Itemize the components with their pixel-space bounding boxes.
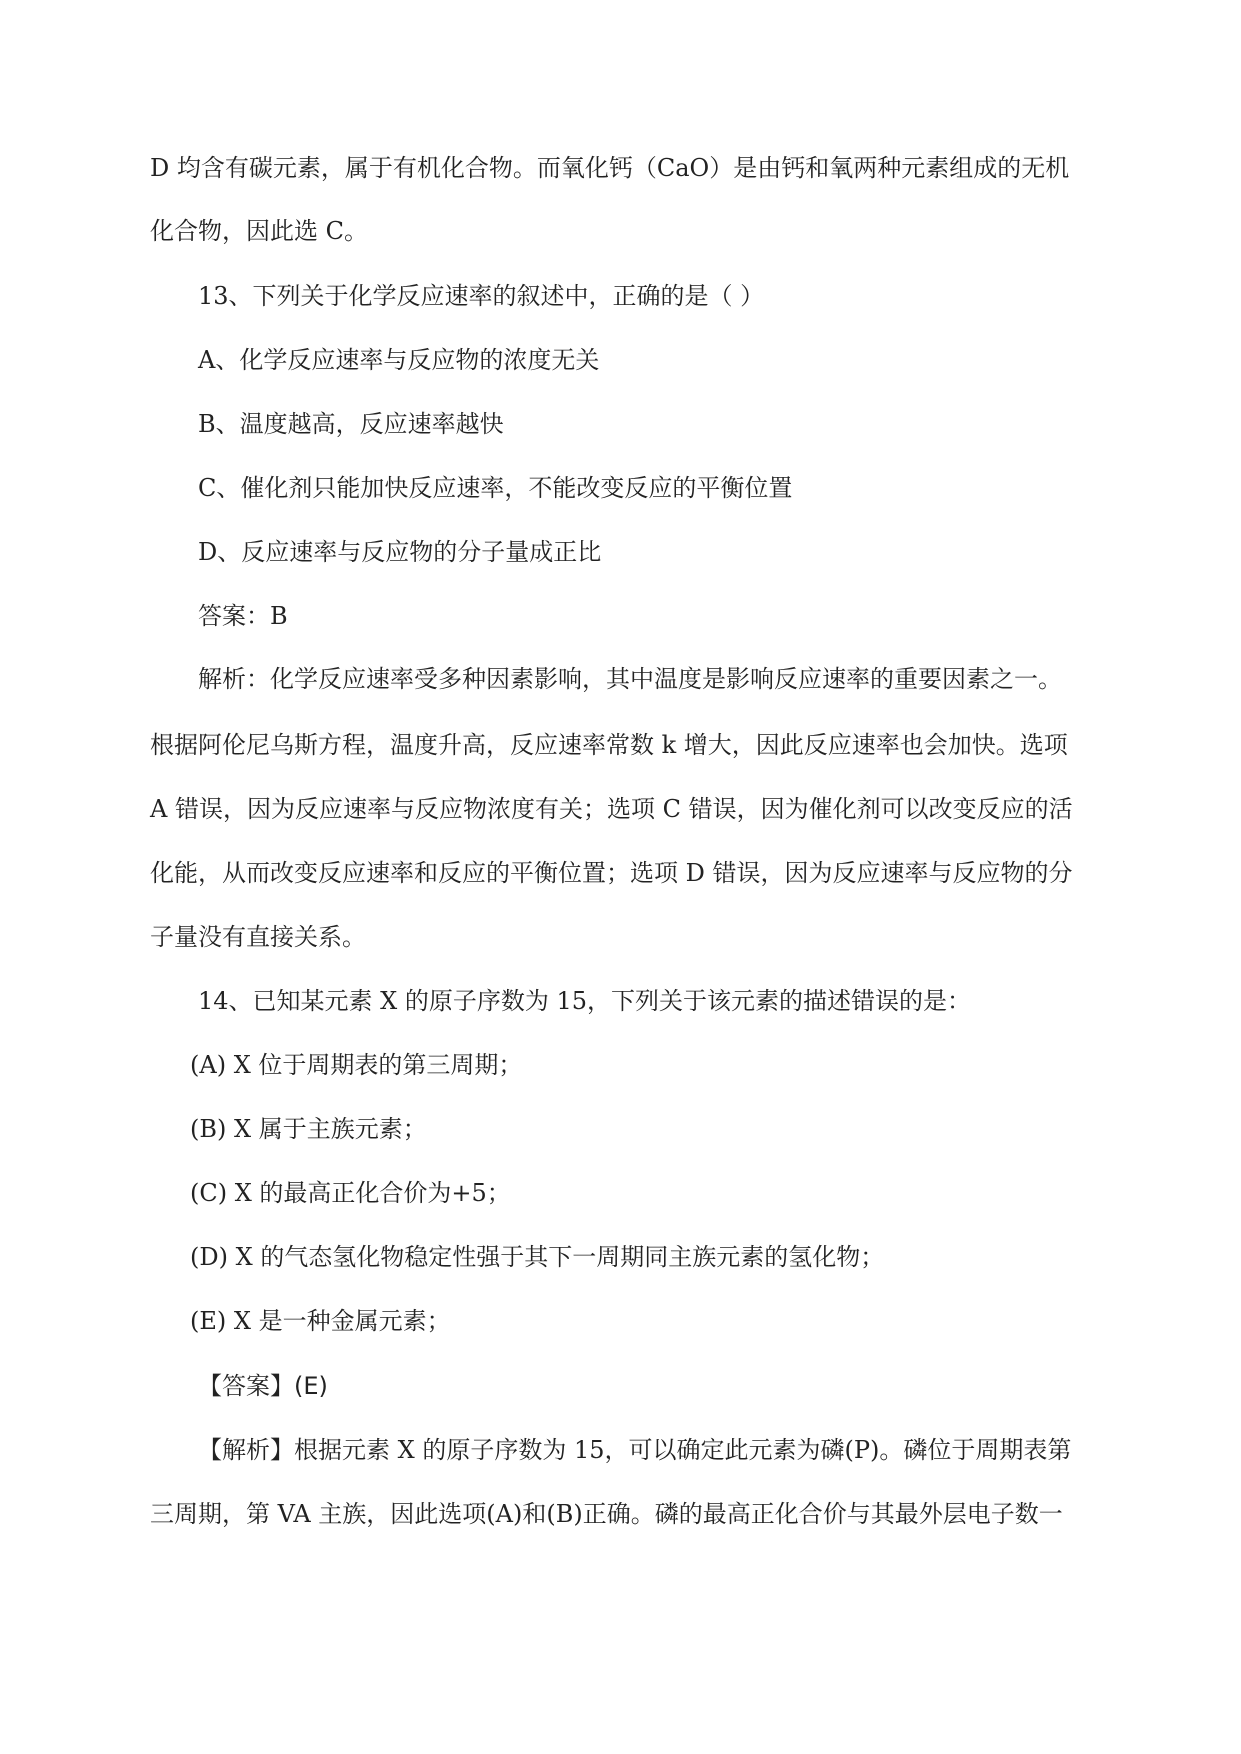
option-c: C、催化剂只能加快反应速率，不能改变反应的平衡位置 xyxy=(198,474,793,502)
answer-line: 【答案】(E) xyxy=(198,1372,328,1400)
paragraph-line: 化合物，因此选 C。 xyxy=(150,217,368,245)
option-b: (B) X 属于主族元素； xyxy=(190,1115,427,1143)
explanation-line: 解析：化学反应速率受多种因素影响，其中温度是影响反应速率的重要因素之一。 xyxy=(198,665,1062,693)
explanation-line: 子量没有直接关系。 xyxy=(150,923,366,951)
option-d: (D) X 的气态氢化物稳定性强于其下一周期同主族元素的氢化物； xyxy=(190,1243,885,1271)
option-e: (E) X 是一种金属元素； xyxy=(190,1307,451,1335)
question-13-stem: 13、下列关于化学反应速率的叙述中，正确的是（ ） xyxy=(198,282,765,310)
explanation-line: A 错误，因为反应速率与反应物浓度有关；选项 C 错误，因为催化剂可以改变反应的活 xyxy=(150,795,1073,823)
option-c: (C) X 的最高正化合价为+5； xyxy=(190,1179,511,1207)
option-a: (A) X 位于周期表的第三周期； xyxy=(190,1051,523,1079)
option-d: D、反应速率与反应物的分子量成正比 xyxy=(198,538,602,566)
question-14-stem: 14、已知某元素 X 的原子序数为 15，下列关于该元素的描述错误的是： xyxy=(198,987,972,1015)
option-b: B、温度越高，反应速率越快 xyxy=(198,410,504,438)
explanation-line: 三周期，第 VA 主族，因此选项(A)和(B)正确。磷的最高正化合价与其最外层电子数一 xyxy=(150,1500,1063,1528)
paragraph-line: D 均含有碳元素，属于有机化合物。而氧化钙（CaO）是由钙和氧两种元素组成的无机 xyxy=(150,154,1070,182)
answer-line: 答案：B xyxy=(198,602,288,630)
explanation-line: 根据阿伦尼乌斯方程，温度升高，反应速率常数 k 增大，因此反应速率也会加快。选项 xyxy=(150,731,1068,759)
option-a: A、化学反应速率与反应物的浓度无关 xyxy=(198,346,600,374)
explanation-line: 化能，从而改变反应速率和反应的平衡位置；选项 D 错误，因为反应速率与反应物的分 xyxy=(150,859,1073,887)
explanation-line: 【解析】根据元素 X 的原子序数为 15，可以确定此元素为磷(P)。磷位于周期表第 xyxy=(198,1436,1072,1464)
